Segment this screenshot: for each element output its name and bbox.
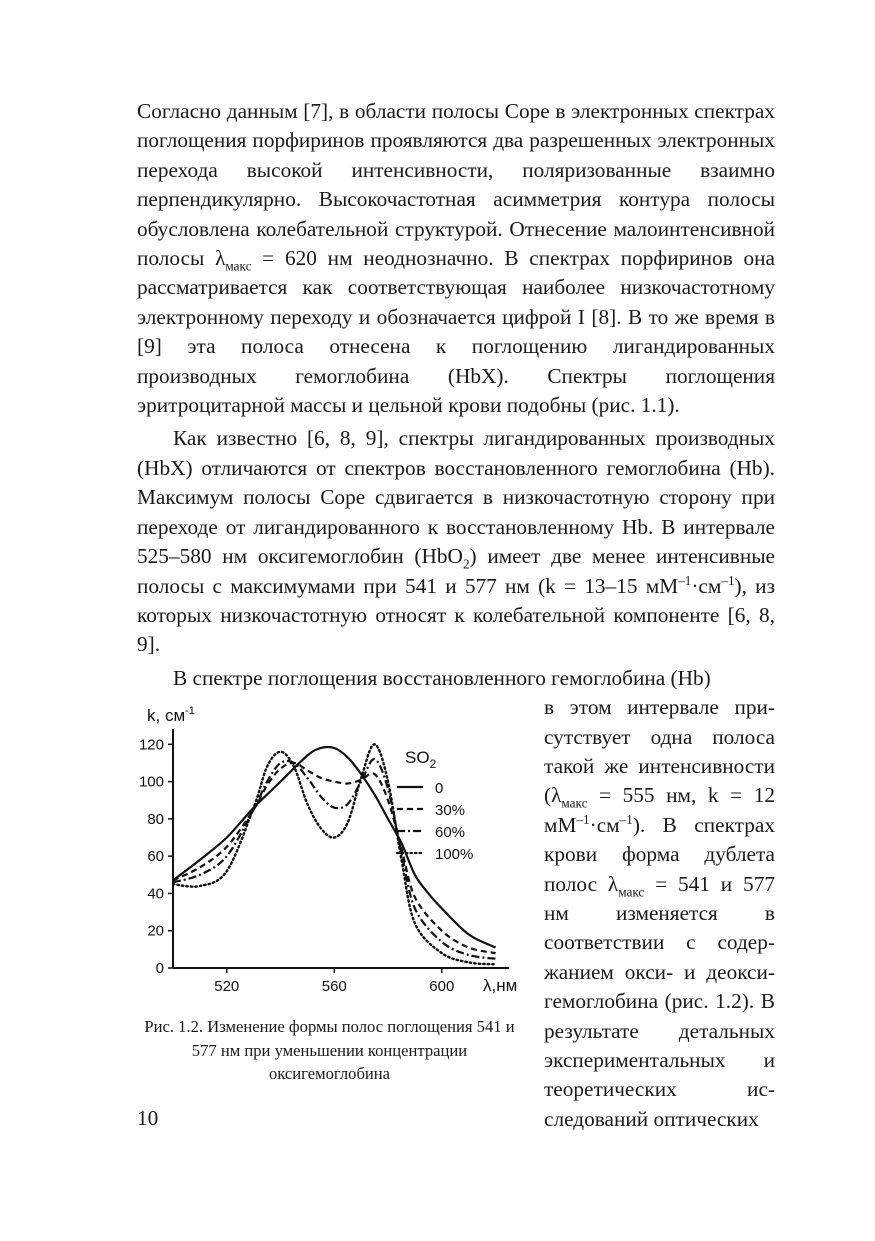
side-lambda-subscript-1: макс: [561, 795, 588, 811]
side-column-text: [544, 693, 775, 1134]
y-tick-label: 40: [147, 885, 164, 903]
side-unit-superscript-2: –1: [619, 811, 633, 827]
y-tick-label: 80: [147, 811, 164, 829]
y-tick-label: 120: [138, 736, 164, 754]
unit-superscript-1: –1: [678, 572, 692, 588]
paragraph-1-text-a: Согласно данным [7], в области полосы Соре в электронных спектрах поглощения порфиринов проявляются два разрешенных электронных перехода высокой интенсивности, поляризованные взаимно перпендикулярно. Высокочастотная асимметрия контура полосы обусловлена колебательной структурой. Отнесение малоинтенсивной полосы λ: [137, 99, 775, 271]
side-text-d: ). В спектрах крови форма дублета полос λ: [544, 812, 775, 896]
x-axis-title: λ,нм: [483, 976, 518, 996]
side-unit-superscript-1: –1: [576, 811, 590, 827]
page-number: 10: [137, 1106, 159, 1130]
paragraph-1-text-b: = 620 нм неоднозначно. В спектрах порфиринов она рассматривается как соответствующая наиболее низкочастотному электронному переходу и обозначается цифрой I [8]. В то же время в [9] эта полоса отнесена к поглощению лигандированных производных гемоглобина (HbX). Спектры поглощения эритроцитарной массы и цельной крови подобны (рис. 1.1).: [137, 246, 776, 418]
page-body: [137, 97, 776, 1131]
x-tick-label: 600: [429, 978, 455, 996]
paragraph-1: [137, 97, 775, 420]
y-axis-title: k, $см^{-1}$: [147, 705, 195, 726]
legend-label-3: 60%: [435, 824, 466, 842]
x-tick-label: 520: [214, 978, 240, 996]
paragraph-2-text-c: ·см: [691, 573, 722, 598]
hbo2-subscript: 2: [462, 556, 470, 572]
side-text-a: в этом интервале присутствует одна полоса такой же интенсивности (λ: [544, 695, 775, 808]
lambda-max-subscript: макс: [225, 258, 252, 274]
legend-title: $SO_2$: [405, 748, 437, 772]
side-text-e: = 541 и 577 нм изменяется в соответствии с содержанием окси- и деоксигемоглобина (рис. 1.2). В результате детальных экспериментальных и теоретических исследований оптических: [544, 871, 775, 1131]
x-tick-label: 560: [321, 978, 347, 996]
paragraph-2-text-b: ) имеет две менее интенсивные полосы с максимумами при 541 и 577 нм (k = 13–15 мМ: [137, 544, 775, 598]
figure-caption: Рис. 1.2. Изменение формы полос поглощения 541 и 577 нм при уменьшении концентрации оксигемоглобина: [144, 1017, 515, 1083]
y-tick-label: 60: [147, 848, 164, 866]
absorption-chart: [137, 693, 522, 1003]
figure-and-side-text: [137, 693, 775, 1131]
paragraph-2-text-d: ), из которых низкочастотную относят к колебательной компоненте [6, 8, 9].: [137, 573, 775, 657]
paragraph-2: [137, 424, 775, 659]
side-text-c: ·см: [589, 812, 620, 837]
side-text-b: = 555 нм, k = 12 мМ: [544, 783, 775, 837]
y-tick-label: 20: [147, 922, 164, 940]
y-tick-label: 0: [155, 960, 164, 978]
paragraph-2-text-a: Как известно [6, 8, 9], спектры лигандированных производных (HbX) отличаются от спектров восстановленного гемоглобина (Hb). Максимум полосы Соре сдвигается в низкочастотную сторону при переходе от лигандированного к восстановленному Hb. В интервале 525–580 нм оксигемоглобин (HbO: [137, 426, 775, 569]
legend-label-1: 0: [435, 780, 444, 798]
paragraph-3: [137, 664, 775, 693]
side-lambda-subscript-2: макс: [618, 883, 645, 899]
paragraph-3-text: В спектре поглощения восстановленного гемоглобина (Hb): [173, 665, 711, 690]
legend-label-4: 100%: [435, 846, 474, 864]
legend-label-2: 30%: [435, 802, 466, 820]
y-tick-label: 100: [138, 773, 164, 791]
figure-1-2: [137, 693, 522, 1085]
unit-superscript-2: –1: [721, 572, 735, 588]
